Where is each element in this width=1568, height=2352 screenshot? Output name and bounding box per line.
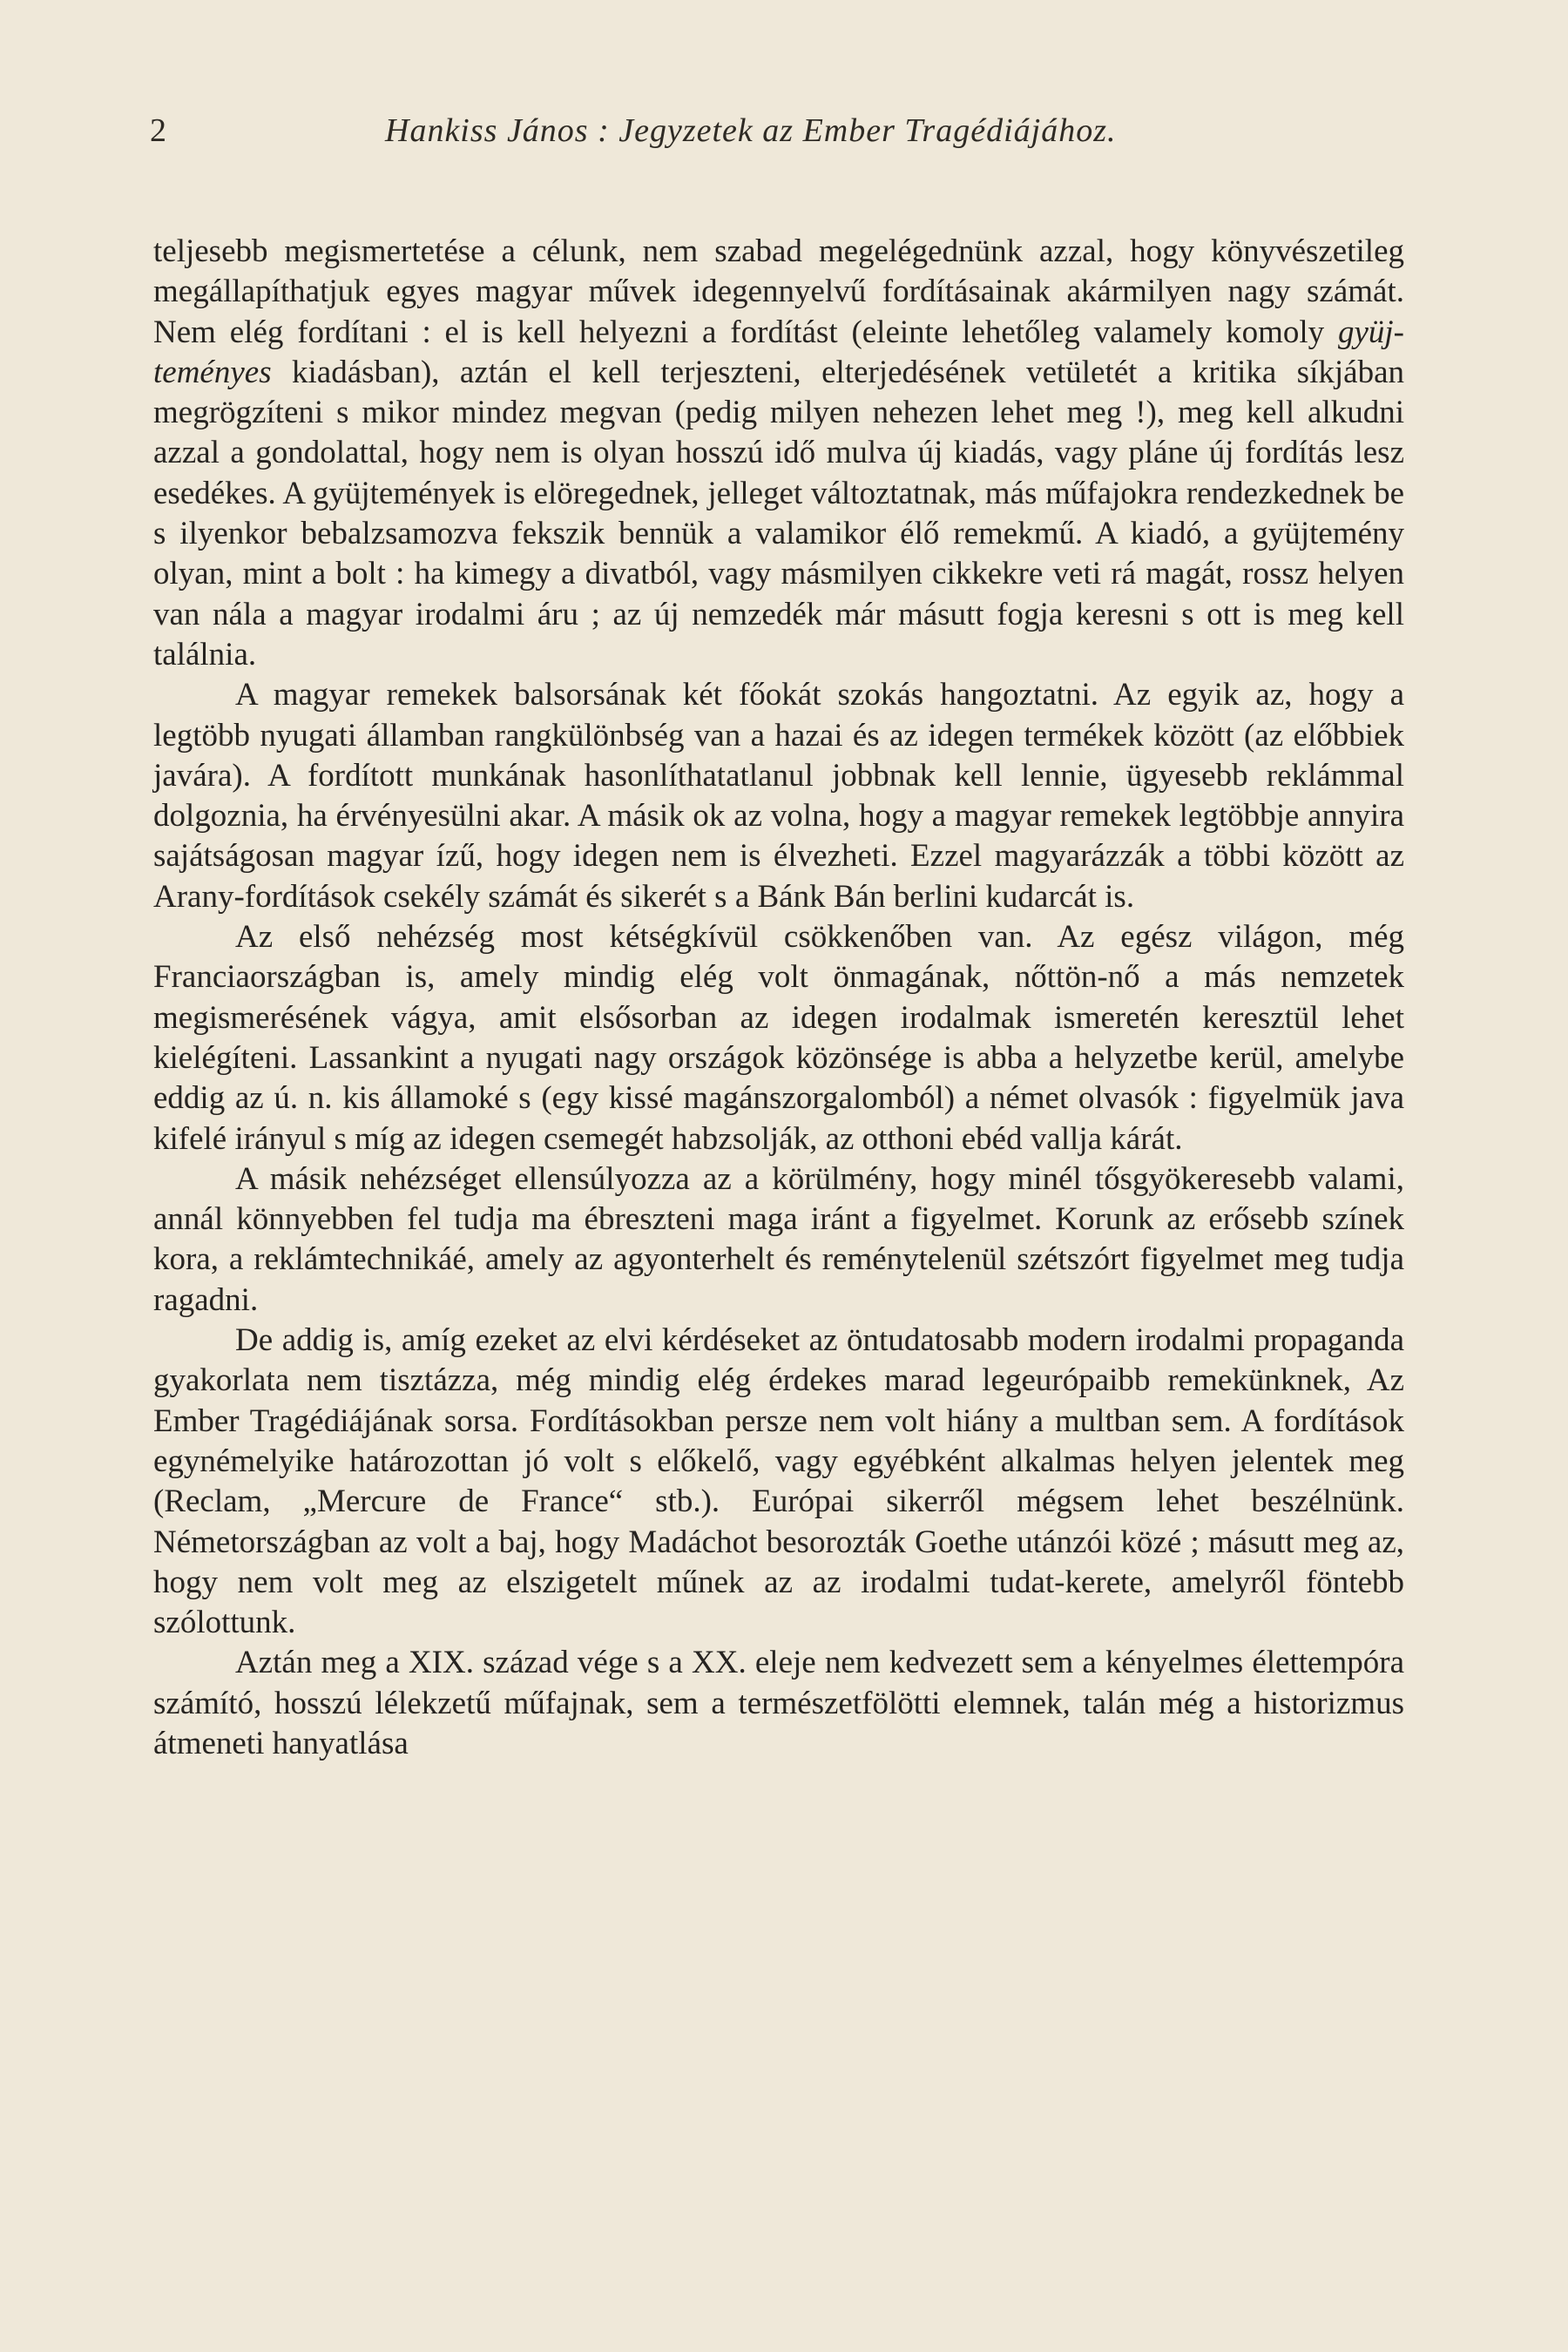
- paragraph-1: [153, 232, 1404, 675]
- page-number: 2: [150, 112, 166, 149]
- paragraph-2: A magyar remekek balsorsának két főokát szokás hangoztatni. Az egyik az, hogy a legtöbb nyugati államban rangkülönbség van a hazai és az idegen termékek között (az előbbiek javára). A fordított munkának hasonlíthatatlanul jobbnak kell lennie, ügyesebb reklámmal dolgoznia, ha érvényesülni akar. A másik ok az volna, hogy a magyar remekek legtöbbje annyira sajátságosan magyar ízű, hogy idegen nem is élvezheti. Ezzel magyarázzák a többi között az Arany-fordítások csekély számát és sikerét s a Bánk Bán berlini kudarcát is.: [153, 677, 1404, 915]
- paragraph-5: De addig is, amíg ezeket az elvi kérdéseket az öntudatosabb modern irodalmi propaganda gyakorlata nem tisztázza, még mindig elég érdekes marad legeurópaibb remekünknek, Az Ember Tragédiájának sorsa. Fordításokban persze nem volt hiány a multban sem. A fordítások egynémelyike határozottan jó volt s előkelő, vagy egyébként alkalmas helyen jelentek meg (Reclam, „Mercure de France“ stb.). Európai sikerről mégsem lehet beszélnünk. Németországban az volt a baj, hogy Madáchot besorozták Goethe utánzói közé ; másutt meg az, hogy nem volt meg az elszigetelt műnek az az irodalmi tudat-kerete, amelyről föntebb szólottunk.: [153, 1322, 1404, 1641]
- body-text: [153, 232, 1404, 1764]
- running-head-title: Hankiss János : Jegyzetek az Ember Tragédiájához.: [385, 112, 1117, 149]
- running-head: [150, 112, 1413, 164]
- paragraph-6: Aztán meg a XIX. század vége s a XX. eleje nem kedvezett sem a kényelmes élettempóra számító, hosszú lélekzetű műfajnak, sem a természetfölötti elemnek, talán még a historizmus átmeneti hanyatlása: [153, 1645, 1404, 1761]
- paragraph-1-italic: gyüjteményes: [153, 314, 1404, 390]
- paragraph-4: A másik nehézséget ellensúlyozza az a körülmény, hogy minél tősgyökeresebb valami, annál könnyebben fel tudja ma ébreszteni maga iránt a figyelmet. Korunk az erősebb színek kora, a reklámtechnikáé, amely az agyonterhelt és reménytelenül szétszórt figyelmet meg tudja ragadni.: [153, 1160, 1404, 1318]
- paragraph-1-text-cont: kiadásban), aztán el kell terjeszteni, elterjedésének vetületét a kritika síkjában megrögzíteni s mikor mindez megvan (pedig milyen nehezen lehet meg !), meg kell alkudni azzal a gondolattal, hogy nem is olyan hosszú idő mulva új kiadás, vagy pláne új fordítás lesz esedékes. A gyüjtemények is elöregednek, jelleget változtatnak, más műfajokra rendezkednek be s ilyenkor bebalzsamozva fekszik bennük a valamikor élő remekmű. A kiadó, a gyüjtemény olyan, mint a bolt : ha kimegy a divatból, vagy másmilyen cikkekre veti rá magát, rossz helyen van nála a magyar irodalmi áru ; az új nemzedék már másutt fogja keresni s ott is meg kell találnia.: [153, 354, 1404, 672]
- paragraph-3: Az első nehézség most kétségkívül csökkenőben van. Az egész világon, még Franciaországban is, amely mindig elég volt önmagának, nőttön-nő a más nemzetek megismerésének vágya, amit elsősorban az idegen irodalmak ismeretén keresztül lehet kielégíteni. Lassankint a nyugati nagy országok közönsége is abba a helyzetbe kerül, amelybe eddig az ú. n. kis államoké s (egy kissé magánszorgalomból) a német olvasók : figyelmük java kifelé irányul s míg az idegen csemegét habzsolják, az otthoni ebéd vallja kárát.: [153, 919, 1404, 1157]
- paragraph-1-text: teljesebb megismertetése a célunk, nem szabad megelégednünk azzal, hogy könyvészetileg megállapíthatjuk egyes magyar művek idegennyelvű fordításainak akármilyen nagy számát. Nem elég fordítani : el is kell helyezni a fordítást (eleinte lehetőleg valamely komoly: [153, 233, 1404, 350]
